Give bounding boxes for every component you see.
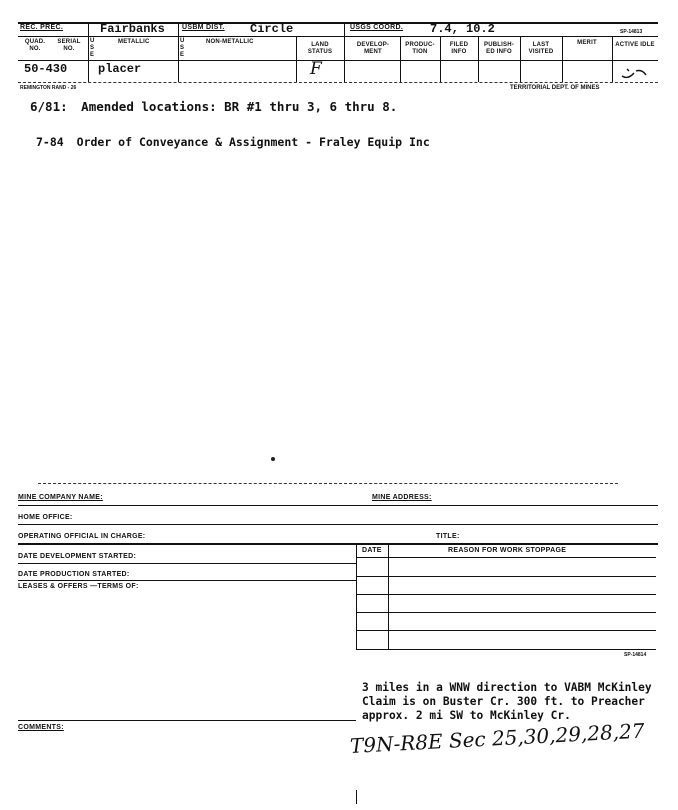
mine-company-label: MINE COMPANY NAME: <box>18 494 103 501</box>
col-divider <box>478 36 479 82</box>
col-divider <box>178 22 179 82</box>
land-status-value: F <box>310 59 322 79</box>
col-development: DEVELOP-MENT <box>356 42 390 55</box>
table-row-rule <box>356 630 656 631</box>
rec-prec-label: REC. PREC. <box>20 24 64 31</box>
table-row-rule <box>356 576 656 577</box>
quad-serial-value: 50-430 <box>24 62 68 76</box>
rule-development <box>18 563 356 564</box>
col-use-metallic: U S E <box>90 38 95 58</box>
note-1-date: 6/81: <box>30 99 68 114</box>
col-merit: MERIT <box>577 40 597 46</box>
table-date-divider <box>388 543 389 649</box>
rule-company <box>18 505 658 506</box>
speck <box>271 457 275 461</box>
rule-comments <box>18 720 356 721</box>
metallic-value: placer <box>98 62 142 76</box>
operating-official-label: OPERATING OFFICIAL IN CHARGE: <box>18 533 146 540</box>
comments-label: COMMENTS: <box>18 724 64 731</box>
location-line-2: Claim is on Buster Cr. 300 ft. to Preacher <box>362 695 645 708</box>
location-line-1: 3 miles in a WNW direction to VABM McKinley <box>362 681 652 694</box>
handwritten-township: T9N-R8E Sec 25,30,29,28,27 <box>349 718 646 758</box>
col-last-visited: LAST VISITED <box>528 42 554 55</box>
col-divider <box>562 36 563 82</box>
table-left-border <box>356 543 357 649</box>
note-line-2 <box>36 135 430 149</box>
mine-address-label: MINE ADDRESS: <box>372 494 432 501</box>
header-third-rule <box>18 60 658 61</box>
usgs-coord-value: 7.4, 10.2 <box>430 22 495 36</box>
col-divider <box>88 22 89 82</box>
col-divider <box>520 36 521 82</box>
leases-offers-label: LEASES & OFFERS —TERMS OF: <box>18 583 139 590</box>
active-idle-mark <box>618 63 654 81</box>
table-row-rule <box>356 612 656 613</box>
table-row-rule <box>356 557 656 558</box>
date-production-label: DATE PRODUCTION STARTED: <box>18 571 130 578</box>
col-serial-no: SERIAL NO. <box>57 39 81 52</box>
location-line-3: approx. 2 mi SW to McKinley Cr. <box>362 709 571 722</box>
title-label: TITLE: <box>436 533 460 540</box>
usbm-dist-value: Circle <box>250 22 294 36</box>
note-line-1 <box>30 99 397 114</box>
col-published-info: PUBLISH-ED INFO <box>484 42 514 55</box>
note-1-text: Amended locations: BR #1 thru 3, 6 thru 8. <box>81 99 398 114</box>
col-use-nonmetallic: U S E <box>180 38 185 58</box>
usbm-dist-label: USBM DIST. <box>182 24 225 31</box>
col-land-status: LAND STATUS <box>307 42 333 55</box>
col-divider <box>612 36 613 82</box>
rule-home-office <box>18 524 658 525</box>
col-divider <box>296 36 297 82</box>
rule-production <box>18 580 356 581</box>
col-quad-no: QUAD. NO. <box>24 39 46 52</box>
col-divider <box>400 36 401 82</box>
usgs-coord-label: USGS COORD. <box>350 24 404 31</box>
col-divider <box>440 36 441 82</box>
col-metallic: METALLIC <box>118 39 150 45</box>
footer-right: TERRITORIAL DEPT. OF MINES <box>510 85 600 91</box>
note-2-text: Order of Conveyance & Assignment - Fraley Equip Inc <box>76 135 430 149</box>
col-filed-info: FILED INFO <box>449 42 469 55</box>
rule-operating <box>18 543 658 545</box>
lower-form-number: SP-14814 <box>624 652 647 658</box>
footer-left: REMINGTON RAND - 26 <box>20 85 77 91</box>
col-divider <box>344 22 345 82</box>
home-office-label: HOME OFFICE: <box>18 514 73 521</box>
table-row-rule <box>356 594 656 595</box>
col-production: PRODUC-TION <box>405 42 435 55</box>
rec-prec-value: Fairbanks <box>100 22 165 36</box>
col-non-metallic: NON-METALLIC <box>206 39 254 45</box>
table-bottom-rule <box>356 649 656 650</box>
header-form-number: SP-14813 <box>620 29 643 35</box>
col-active-idle: ACTIVE IDLE <box>615 42 655 48</box>
location-text-block <box>362 681 652 723</box>
note-2-date: 7-84 <box>36 135 64 149</box>
header-bottom-rule <box>18 82 658 83</box>
lower-dash-rule <box>38 483 618 484</box>
date-development-label: DATE DEVELOPMENT STARTED: <box>18 553 137 560</box>
reason-col-header: REASON FOR WORK STOPPAGE <box>448 547 567 554</box>
bottom-mark <box>356 790 357 804</box>
date-col-header: DATE <box>362 547 382 554</box>
